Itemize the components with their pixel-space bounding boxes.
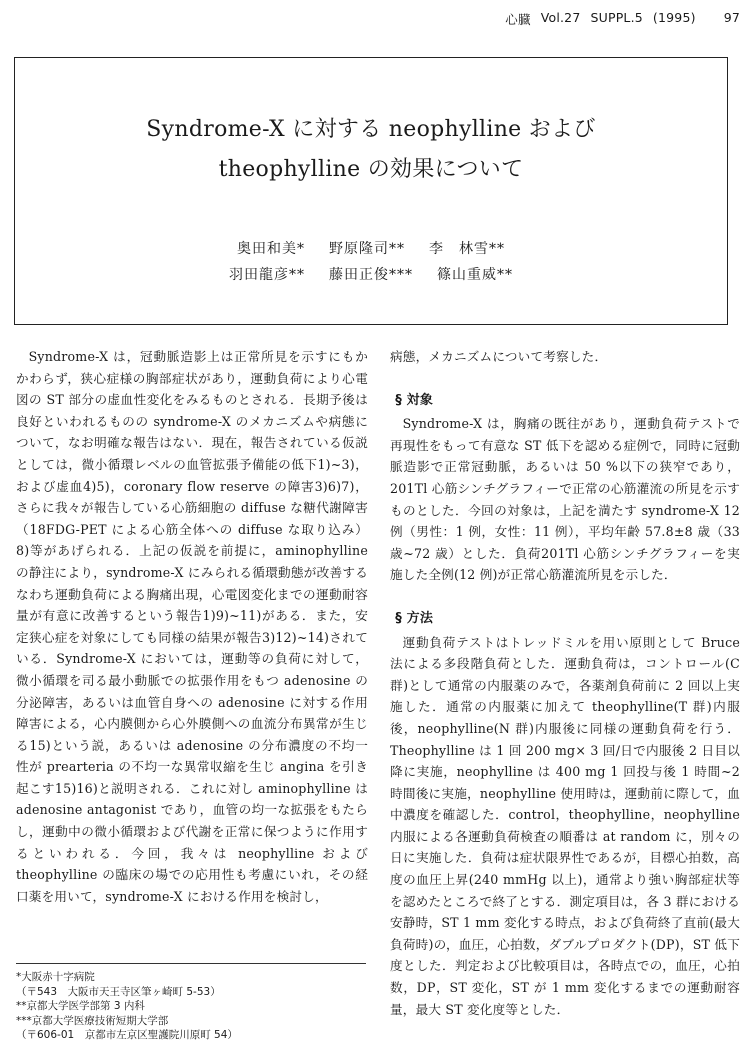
intro-paragraph: Syndrome-X は，冠動脈造影上は正常所見を示すにもかかわらず，狭心症様の胸部症状があり，運動負荷により心電図の ST 部分の虚血性変化をみるものとされる．長期予後は良好といわれるものの syndrome-X のメカニズムや病態について，なお明確な報告はない．現在，報告されている仮説としては，微小循環レベルの血管拡張予備能の低下1)~3)，および虚血4)5)，coronary flow reserve の障害3)6)7)，さらに我々が報告している心筋細胞の diffuse な糖代謝障害（18FDG-PET による心筋全体への diffuse な取り込み）8)等があげられる．上記の仮説を前提に，aminophylline の静注により，syndrome-X にみられる循環動態が改善するなわち運動負荷による胸痛出現，心電図変化までの運動耐容量が有意に改善するという報告1)9)~11)がある．また，安定狭心症を対象にしても同様の結果が報告3)12)~14)されている．Syndrome-X においては，運動等の負荷に対して，微小循環を司る最小動脈での拡張作用をもつ adenosine の分泌障害，あるいは血管自身への adenosine に対する作用障害による，心内膜側から心外膜側への血流分布異常が生じる15)という説，あるいは adenosine の分布濃度の不均一性が prearteria の不均一な異常収縮を生じ angina を引き起こす15)16)と説明される．これに対し aminophylline は adenosine antagonist であり，血管の均一な拡張をもたらし，運動中の微小循環および代謝を正常に保つように作用するといわれる．今回，我々は neophylline および theophylline の臨床の場での応用性も考慮にいれ，その経口薬を用いて，syndrome-X における作用を検討し， [16,349,368,904]
author: 李 林雪** [429,241,505,257]
footnote-line: （〒606-01 京都市左京区聖護院川原町 54） [16,1029,238,1041]
intro-continuation: 病態，メカニズムについて考察した． [390,349,608,364]
footnote-line: ***京都大学医療技術短期大学部 [16,1014,169,1027]
right-column [390,346,740,1020]
methods-paragraph: 運動負荷テストはトレッドミルを用い原則として Bruce 法による多段階負荷とした．運動負荷は，コントロール(C 群)として通常の内服薬のみで，各薬剤負荷前に 2 回以上実施した．通常の内服薬に加えて theophylline(T 群)内服後，neophylline(N 群)内服後に同様の運動負荷を行う．Theophylline は 1 回 200 mg× 3 回/日で内服後 2 日目以降に実施，neophylline は 400 mg 1 回投与後 1 時間~2 時間後に実施，neophylline 使用時は，運動前に際して，血中濃度を確認した．control，theophylline，neophylline 内服による各運動負荷検査の順番は at random に，別々の日に実施した．負荷は症状限界性であるが，目標心拍数，高度の血圧上昇(240 mmHg 以上)，通常より強い胸部症状等を認めたところで終了とする．測定項目は，各 3 群における安静時，ST 1 mm 変化する時点，および負荷終了直前(最大負荷時)の，血圧，心拍数，ダブルプロダクト(DP)，ST 低下度とした．判定および比較項目は，各時点での，血圧，心拍数，DP，ST 変化，ST が 1 mm 変化するまでの運動耐容量，最大 ST 変化度等とした． [390,634,740,1017]
journal-year: (1995) [652,10,696,25]
author-list [15,236,727,288]
author: 羽田龍彦** [229,267,305,283]
journal-name: 心臓 [505,12,531,27]
section-heading-methods: § 方法 [395,610,434,626]
title-box [14,57,728,325]
author: 野原隆司** [329,241,405,257]
author-row-2 [15,262,727,288]
author: 奥田和美* [237,241,305,257]
author: 篠山重威** [437,267,513,283]
section-heading-subjects: § 対象 [395,392,434,408]
journal-volume: Vol.27 [540,10,581,25]
page-number: 97 [723,10,740,25]
left-column [16,346,368,907]
title-line-1: Syndrome-X に対する neophylline および [146,117,596,142]
footnote-line: （〒543 大阪市天王寺区筆ヶ崎町 5-53） [16,985,221,998]
title-line-2: theophylline の効果について [218,157,524,182]
affiliation-footnotes [16,963,366,1043]
author: 藤田正俊*** [329,267,413,283]
journal-supplement: SUPPL.5 [590,10,643,25]
subjects-paragraph: Syndrome-X は，胸痛の既往があり，運動負荷テストで再現性をもって有意な ST 低下を認める症例で，同時に冠動脈造影で正常冠動脈，あるいは 50 %以下の狭窄であり，201Tl 心筋シンチグラフィーで正常の心筋灌流の所見を示すものとした．今回の対象は，上記を満たす syndrome-X 12 例（男性：1 例，女性：11 例），平均年齢 57.8±8 歳（33 歳~72 歳）とした．負荷201Tl 心筋シンチグラフィーを実施した全例(12 例)が正常心筋灌流所見を示した． [390,416,740,583]
author-row-1 [15,236,727,262]
running-header [470,10,740,28]
footnote-line: *大阪赤十字病院 [16,971,95,983]
article-title [15,110,727,190]
footnote-line: **京都大学医学部第 3 内科 [16,1000,145,1012]
